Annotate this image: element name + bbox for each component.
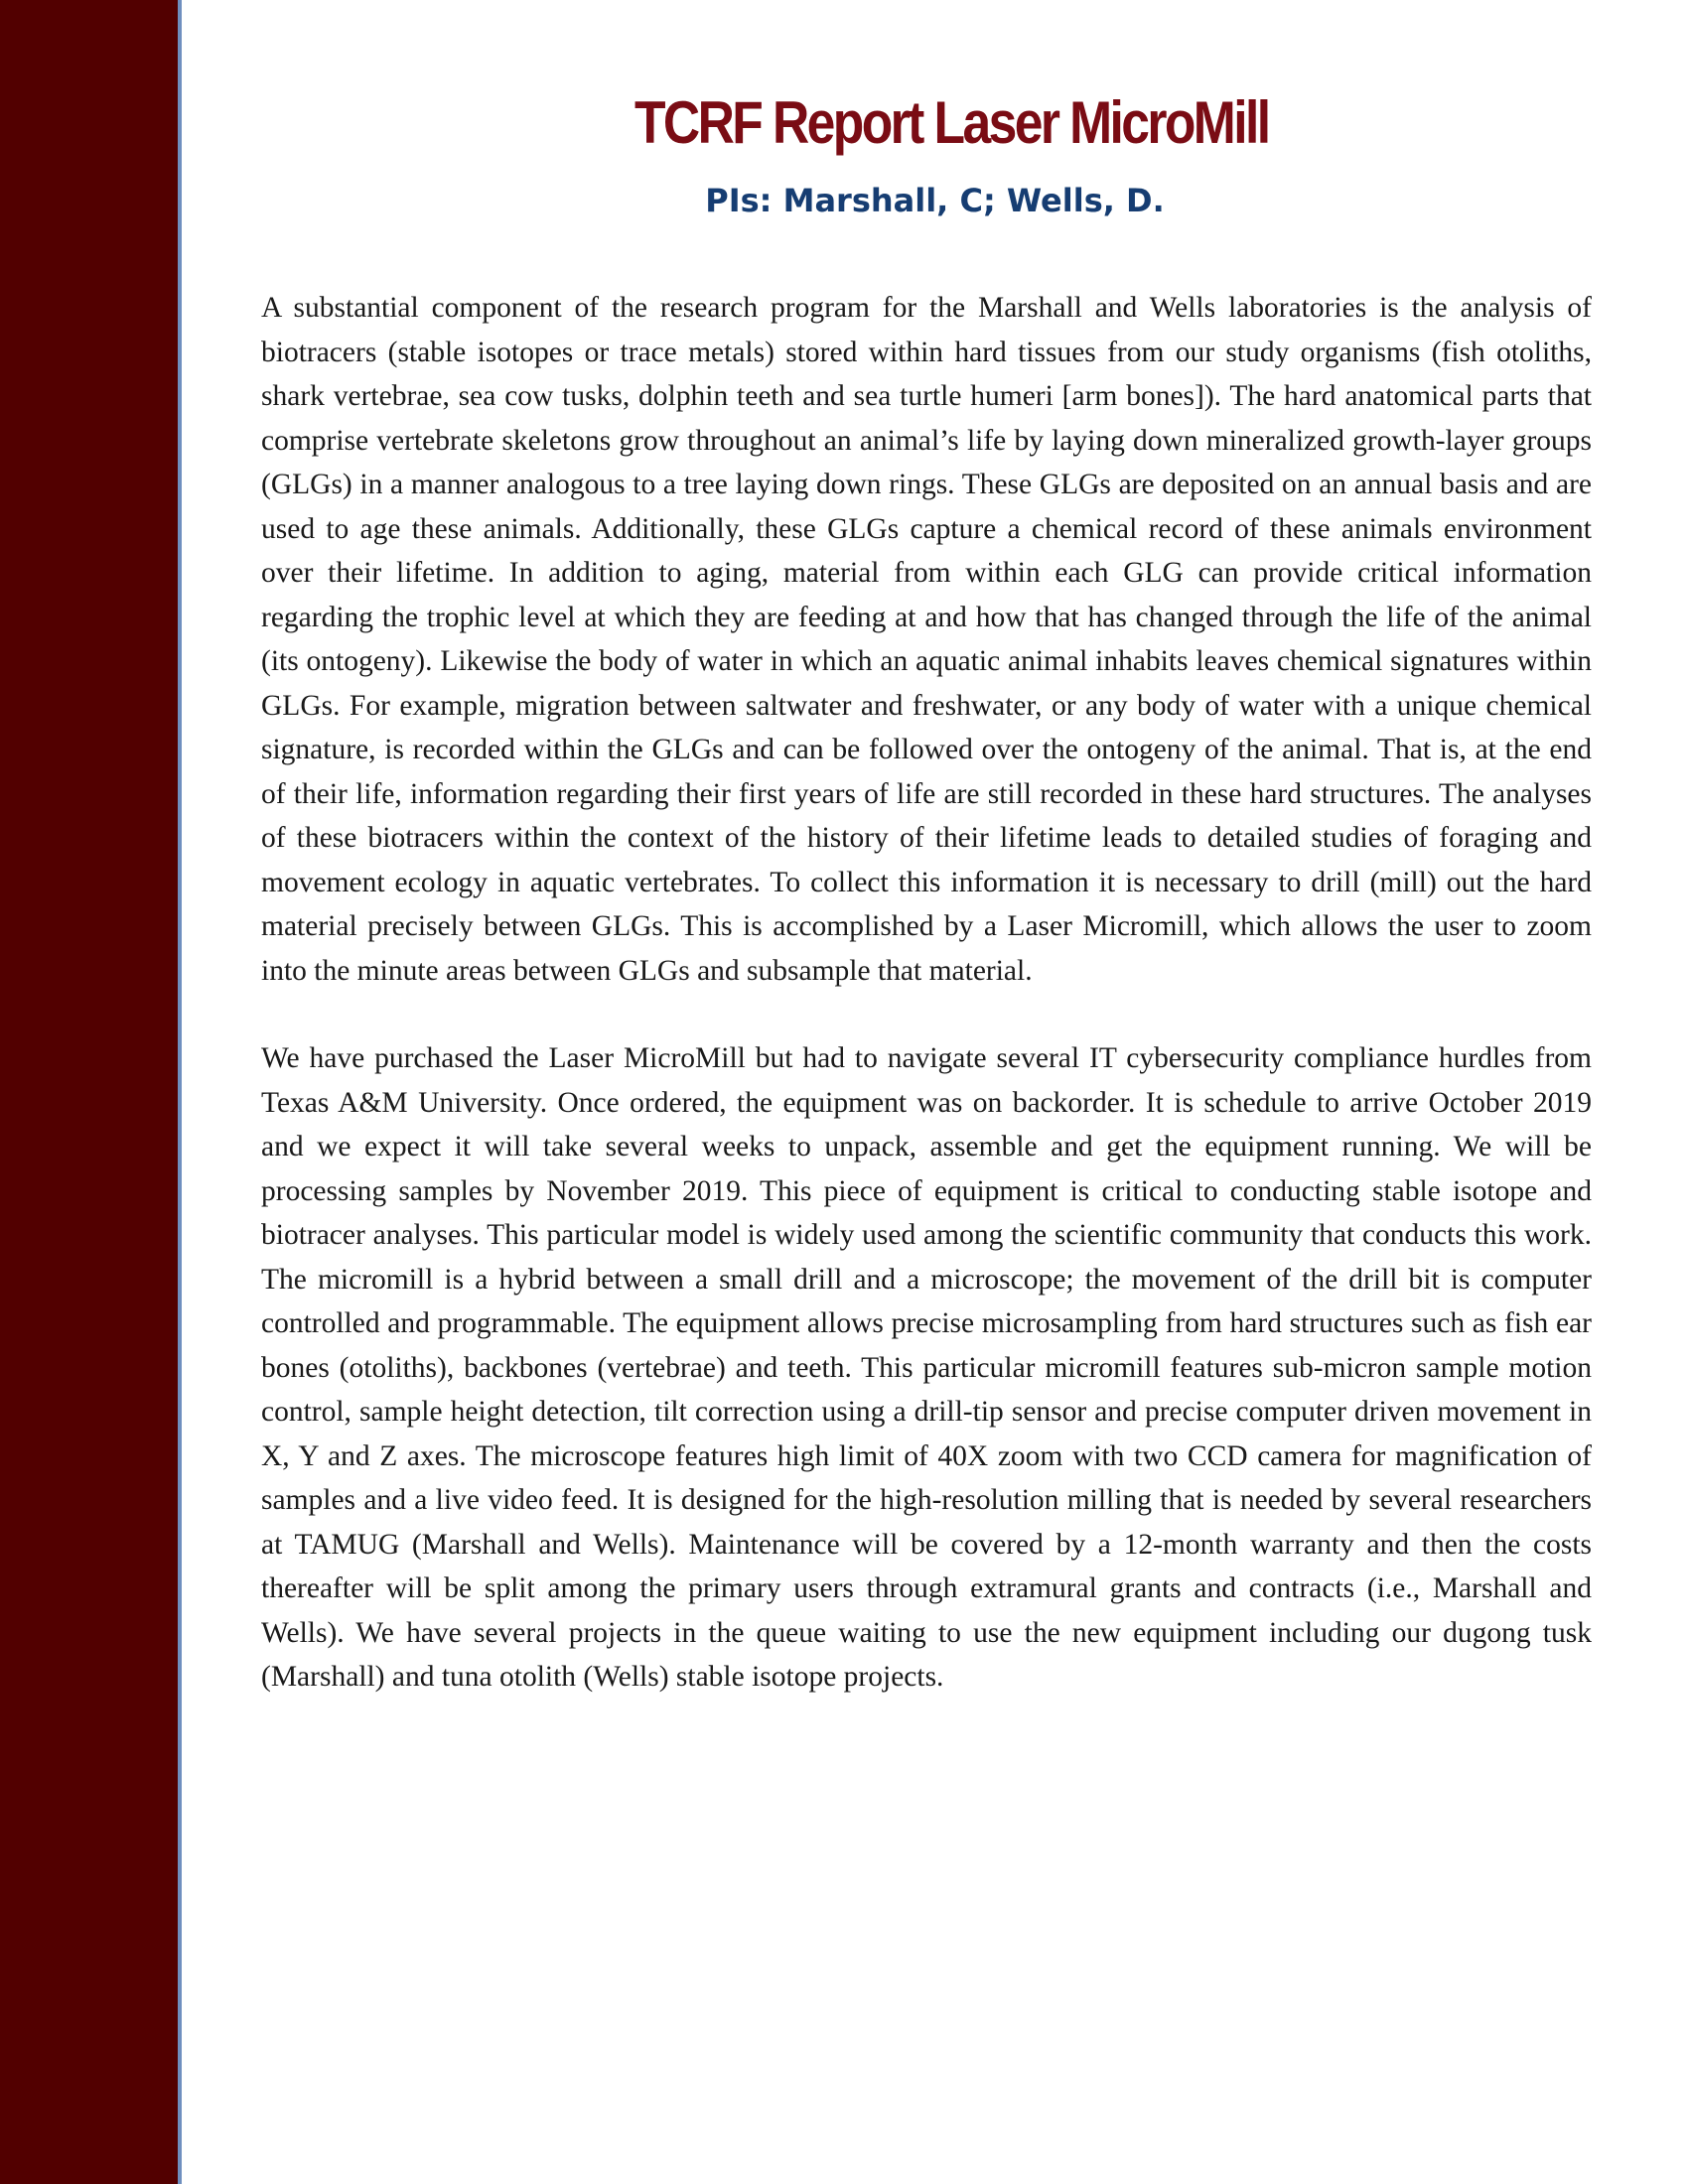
paragraph-1: A substantial component of the research program for the Marshall and Wells laboratories is the analysis of biotracers (stable isotopes or trace metals) stored within hard tissues from our study organisms (fish otoliths, shark vertebrae, sea cow tusks, dolphin teeth and sea turtle humeri [arm bones]). The hard anatomical parts that comprise vertebrate skeletons grow throughout an animal’s life by laying down mineralized growth-layer groups (GLGs) in a manner analogous to a tree laying down rings. These GLGs are deposited on an annual basis and are used to age these animals. Additionally, these GLGs capture a chemical record of these animals environment over their lifetime. In addition to aging, material from within each GLG can provide critical information regarding the trophic level at which they are feeding at and how that has changed through the life of the animal (its ontogeny). Likewise the body of water in which an aquatic animal inhabits leaves chemical signatures within GLGs. For example, migration between saltwater and freshwater, or any body of water with a unique chemical signature, is recorded within the GLGs and can be followed over the ontogeny of the animal. That is, at the end of their life, information regarding their first years of life are still recorded in these hard structures. The analyses of these biotracers within the context of the history of their lifetime leads to detailed studies of foraging and movement ecology in aquatic vertebrates. To collect this information it is necessary to drill (mill) out the hard material precisely between GLGs. This is accomplished by a Laser Micromill, which allows the user to zoom into the minute areas between GLGs and subsample that material. xyxy=(261,292,1592,987)
sidebar-bar xyxy=(0,0,178,2184)
paragraph-2: We have purchased the Laser MicroMill but had to navigate several IT cybersecurity compliance hurdles from Texas A&M University. Once ordered, the equipment was on backorder. It is schedule to arrive October 2019 and we expect it will take several weeks to unpack, assemble and get the equipment running. We will be processing samples by November 2019. This piece of equipment is critical to conducting stable isotope and biotracer analyses. This particular model is widely used among the scientific community that conducts this work. The micromill is a hybrid between a small drill and a microscope; the movement of the drill bit is computer controlled and programmable. The equipment allows precise microsampling from hard structures such as fish ear bones (otoliths), backbones (vertebrae) and teeth. This particular micromill features sub-micron sample motion control, sample height detection, tilt correction using a drill-tip sensor and precise computer driven movement in X, Y and Z axes. The microscope features high limit of 40X zoom with two CCD camera for magnification of samples and a live video feed. It is designed for the high-resolution milling that is needed by several researchers at TAMUG (Marshall and Wells). Maintenance will be covered by a 12-month warranty and then the costs thereafter will be split among the primary users through extramural grants and contracts (i.e., Marshall and Wells). We have several projects in the queue waiting to use the new equipment including our dugong tusk (Marshall) and tuna otolith (Wells) stable isotope projects. xyxy=(261,1042,1592,1693)
page-subtitle: PIs: Marshall, C; Wells, D. xyxy=(705,182,1165,219)
sidebar-edge-line xyxy=(178,0,182,2184)
body-text xyxy=(261,286,1592,1743)
page-title: TCRF Report Laser MicroMill xyxy=(633,89,1269,156)
